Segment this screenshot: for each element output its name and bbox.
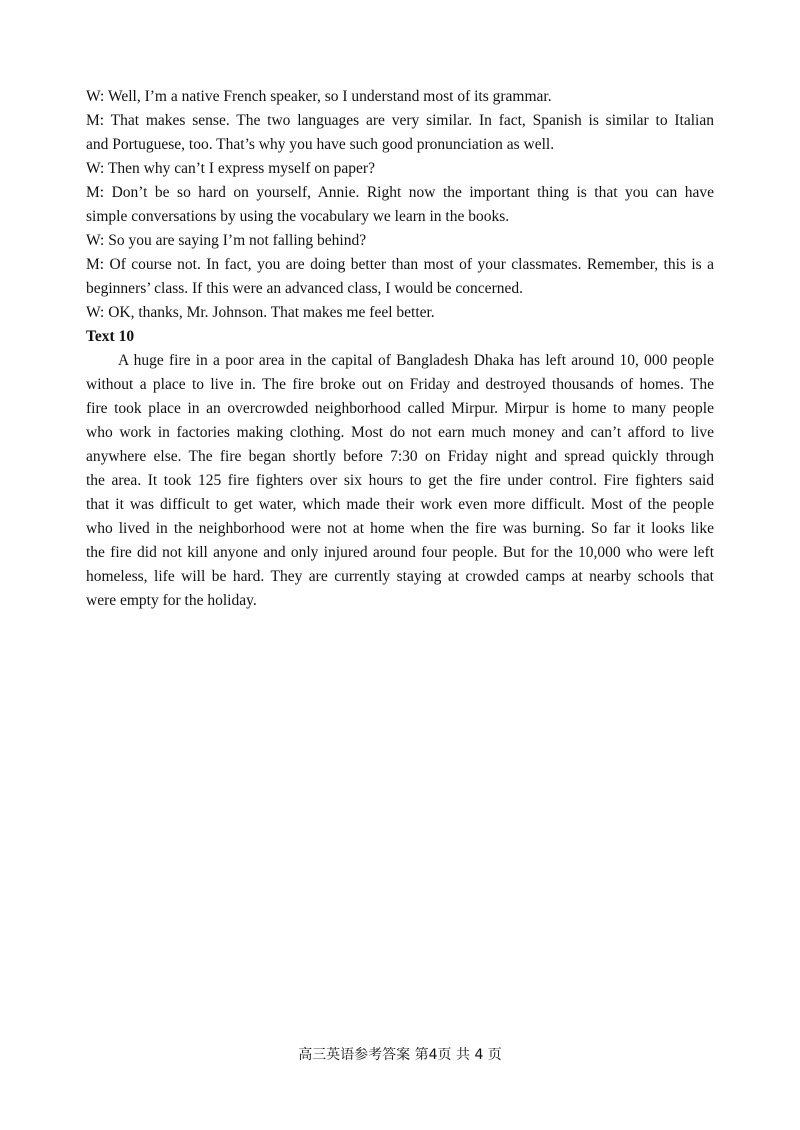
dialogue-line: W: So you are saying I’m not falling behind? (86, 232, 367, 249)
passage-line: anywhere else. The fire began shortly before 7:30 on Friday night and spread quickly through (86, 448, 714, 465)
passage-line: the fire did not kill anyone and only injured around four people. But for the 10,000 who were left (86, 544, 714, 561)
passage-line: fire took place in an overcrowded neighborhood called Mirpur. Mirpur is home to many people (86, 400, 714, 417)
passage-section (86, 349, 714, 613)
passage-line: who lived in the neighborhood were not at home when the fire was burning. So far it looks like (86, 520, 714, 537)
dialogue-line: and Portuguese, too. That’s why you have such good pronunciation as well. (86, 136, 555, 153)
page-footer: 高三英语参考答案 第4页 共 4 页 (298, 1047, 502, 1063)
dialogue-line: M: Of course not. In fact, you are doing better than most of your classmates. Remember, this is a (86, 256, 714, 273)
dialogue-line: W: OK, thanks, Mr. Johnson. That makes me feel better. (86, 304, 435, 321)
dialogue-section (86, 85, 714, 325)
dialogue-line: W: Then why can’t I express myself on paper? (86, 160, 375, 177)
passage-line: without a place to live in. The fire broke out on Friday and destroyed thousands of homes. The (86, 376, 714, 393)
passage-line: homeless, life will be hard. They are currently staying at crowded camps at nearby schools that (86, 568, 714, 585)
passage-line: were empty for the holiday. (86, 592, 257, 609)
document-body (86, 85, 714, 613)
passage-line: that it was difficult to get water, which made their work even more difficult. Most of the people (86, 496, 714, 513)
dialogue-line: W: Well, I’m a native French speaker, so I understand most of its grammar. (86, 88, 552, 105)
passage-line: who work in factories making clothing. Most do not earn much money and can’t afford to live (86, 424, 714, 441)
dialogue-line: M: Don’t be so hard on yourself, Annie. Right now the important thing is that you can have (86, 184, 714, 201)
dialogue-line: beginners’ class. If this were an advanced class, I would be concerned. (86, 280, 523, 297)
dialogue-line: simple conversations by using the vocabulary we learn in the books. (86, 208, 510, 225)
dialogue-line: M: That makes sense. The two languages are very similar. In fact, Spanish is similar to Italian (86, 112, 714, 129)
passage-line: A huge fire in a poor area in the capital of Bangladesh Dhaka has left around 10, 000 people (118, 352, 714, 369)
section-heading: Text 10 (86, 328, 135, 345)
passage-line: the area. It took 125 fire fighters over six hours to get the fire under control. Fire fighters said (86, 472, 714, 489)
